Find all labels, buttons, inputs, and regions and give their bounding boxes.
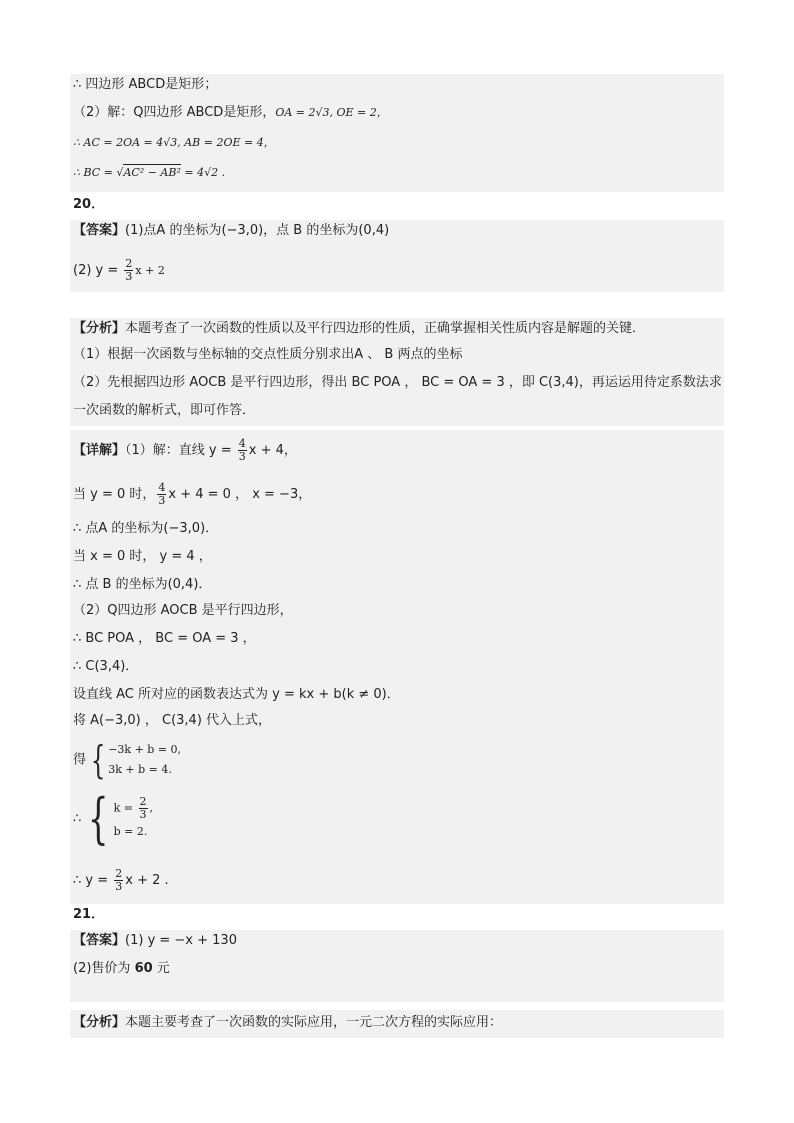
analysis-tag: 【分析】: [73, 321, 126, 336]
question-number-21: 21．: [73, 907, 105, 922]
q20-system-1: [73, 740, 181, 780]
q20-detail-3: ∴ 点A 的坐标为(−3,0)．: [73, 521, 219, 536]
q21-answer-2: [73, 960, 170, 978]
q20-answer-2: [73, 258, 165, 283]
equation-system: [108, 740, 181, 780]
q20-system-2: [73, 787, 154, 850]
q20-detail-2: [73, 482, 311, 507]
q21-answer-2-post: 元: [152, 961, 170, 976]
q21-answer-2-num: 60: [134, 961, 153, 976]
q20-analysis: [73, 320, 645, 338]
q20-detail-10: 将 A(−3,0) ， C(3,4) 代入上式，: [73, 713, 272, 728]
answer-tag: 【答案】: [73, 223, 126, 238]
q20-detail-6: （2）Q四边形 AOCB 是平行四边形，: [73, 603, 293, 618]
q19-line-1: ∴ 四边形 ABCD是矩形；: [73, 77, 218, 92]
answer-tag: 【答案】: [73, 933, 126, 948]
q20-detail-1-pre: （1）解：直线 y =: [125, 443, 236, 458]
q19-line-2-math: OA = 2√3, OE = 2，: [275, 106, 388, 119]
q20-analysis-text: 本题考查了一次函数的性质以及平行四边形的性质，正确掌握相关性质内容是解题的关键．: [125, 321, 646, 336]
equation-line: −3k + b = 0,: [108, 743, 182, 756]
q21-answer-2-pre: (2)售价为: [73, 961, 135, 976]
fraction-numerator: 4: [238, 437, 246, 450]
left-brace: {: [88, 787, 109, 850]
q19-line-2-mid: Q四边形 ABCD是矩形，: [133, 105, 276, 120]
q20-detail-9: 设直线 AC 所对应的函数表达式为 y = kx + b(k ≠ 0)．: [73, 687, 400, 702]
fraction-numerator: 4: [158, 481, 166, 494]
q20-answer-1-text: (1)点A 的坐标为(−3,0)，点 B 的坐标为(0,4): [125, 223, 390, 238]
left-brace: {: [90, 738, 106, 782]
q20-detail-1-post: x + 4，: [248, 443, 297, 458]
equation-line-post: ,: [149, 801, 154, 814]
q20-detail-4: 当 x = 0 时， y = 4 ，: [73, 549, 212, 564]
q21-analysis: [73, 1014, 502, 1032]
q20-detail-2-pre: 当 y = 0 时，: [73, 487, 156, 502]
sqrt-sign: √: [116, 166, 124, 179]
q20-detail-13-post: x + 2 .: [125, 873, 169, 888]
fraction-numerator: 2: [139, 794, 147, 808]
q20-analysis-2: （2）先根据四边形 AOCB 是平行四边形，得出 BC POA ， BC = OA = 3 ，即 C(3,4)，再运运用待定系数法求: [73, 375, 722, 390]
detail-tag: 【详解】: [73, 443, 126, 458]
equation-system: [114, 796, 153, 843]
q20-detail-7: ∴ BC POA ， BC = OA = 3 ，: [73, 631, 256, 646]
q19-line-2: [73, 104, 388, 122]
q20-detail-5: ∴ 点 B 的坐标为(0,4)．: [73, 577, 212, 592]
q20-detail-2-post: x + 4 = 0 ， x = −3，: [168, 487, 312, 502]
q21-answer-1-text: (1) y = −x + 130: [125, 933, 237, 948]
fraction-denominator: 3: [158, 494, 166, 507]
fraction: [238, 438, 247, 463]
fraction-denominator: 3: [125, 270, 133, 283]
q20-answer-2-pre: (2) y =: [73, 263, 123, 278]
q21-analysis-text: 本题主要考查了一次函数的实际应用，一元二次方程的实际应用：: [125, 1015, 503, 1030]
q20-answer-1: [73, 222, 389, 240]
equation-line: b = 2.: [113, 824, 148, 838]
q19-line-4-radicand: AC² − AB²: [123, 166, 181, 179]
q19-line-4-pre: ∴ BC =: [73, 166, 117, 179]
analysis-tag: 【分析】: [73, 1015, 126, 1030]
q20-analysis-3: 一次函数的解析式，即可作答．: [73, 403, 256, 418]
therefore-symbol: ∴: [73, 811, 82, 827]
q20-answer-2-post: x + 2: [135, 264, 165, 277]
q19-line-3: ∴ AC = 2OA = 4√3, AB = 2OE = 4，: [73, 136, 275, 149]
q19-line-2-pre: （2）解：: [73, 105, 134, 120]
fraction-denominator: 3: [115, 880, 123, 893]
q21-answer-1: [73, 932, 237, 950]
q20-detail-8: ∴ C(3,4)．: [73, 659, 139, 674]
equation-line: 3k + b = 4.: [108, 763, 172, 776]
fraction: [124, 258, 133, 283]
fraction-numerator: 2: [115, 867, 123, 880]
question-number-20: 20．: [73, 197, 105, 212]
equation-line: [114, 796, 153, 821]
fraction: [114, 868, 123, 893]
q20-detail-13-pre: ∴ y =: [73, 873, 113, 888]
fraction: [139, 796, 148, 821]
q20-system-1-pre: 得: [73, 752, 87, 768]
equation-line-pre: k =: [113, 801, 137, 814]
q20-detail-13: [73, 868, 169, 893]
q19-line-4: [73, 164, 225, 182]
fraction: [157, 482, 166, 507]
fraction-denominator: 3: [139, 807, 147, 821]
q20-detail-1: [73, 438, 297, 463]
fraction-numerator: 2: [125, 257, 133, 270]
q20-analysis-1: （1）根据一次函数与坐标轴的交点性质分别求出A 、 B 两点的坐标: [73, 347, 463, 362]
fraction-denominator: 3: [238, 450, 246, 463]
q19-line-4-post: = 4√2 .: [180, 166, 226, 179]
